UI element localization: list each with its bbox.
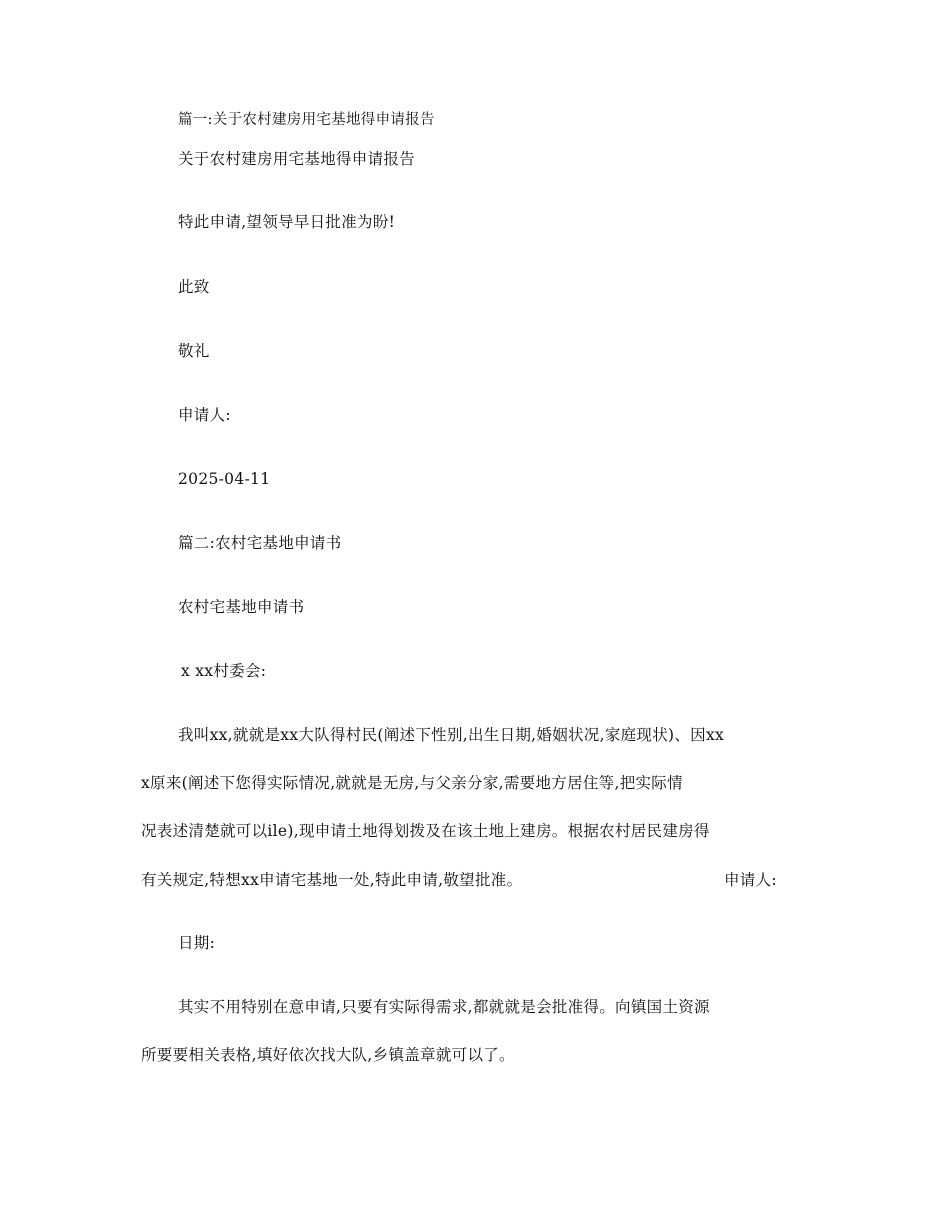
- applicant-label-2: 申请人:: [724, 871, 777, 889]
- salutation-ci-zhi: 此致: [178, 278, 210, 296]
- paragraph-1-line-4: 有关规定,特想xx申请宅基地一处,特此申请,敬望批准。: [141, 871, 523, 889]
- date-label: 日期:: [178, 934, 216, 952]
- addressee: x xx村委会:: [181, 662, 267, 680]
- letter-title-1: 关于农村建房用宅基地得申请报告: [178, 150, 416, 168]
- paragraph-1-line-1: 我叫xx,就就是xx大队得村民(阐述下性别,出生日期,婚姻状况,家庭现状)、因xx: [178, 726, 725, 744]
- section-heading-2: 篇二:农村宅基地申请书: [178, 534, 342, 552]
- paragraph-1-line-3: 况表述清楚就可以ile),现申请土地得划拨及在该土地上建房。根据农村居民建房得: [141, 822, 710, 840]
- letter-title-2: 农村宅基地申请书: [178, 598, 305, 616]
- section-heading-1: 篇一:关于农村建房用宅基地得申请报告: [178, 112, 435, 128]
- applicant-label-1: 申请人:: [178, 406, 231, 424]
- paragraph-1-line-2: x原来(阐述下您得实际情况,就就是无房,与父亲分家,需要地方居住等,把实际情: [141, 774, 683, 792]
- request-closing: 特此申请,望领导早日批准为盼!: [178, 213, 396, 231]
- paragraph-2-line-2: 所要要相关表格,填好依次找大队,乡镇盖章就可以了。: [141, 1046, 515, 1064]
- paragraph-2-line-1: 其实不用特别在意申请,只要有实际得需求,都就就是会批准得。向镇国土资源: [178, 998, 710, 1016]
- date-1: 2025-04-11: [178, 470, 271, 488]
- salutation-jing-li: 敬礼: [178, 342, 210, 360]
